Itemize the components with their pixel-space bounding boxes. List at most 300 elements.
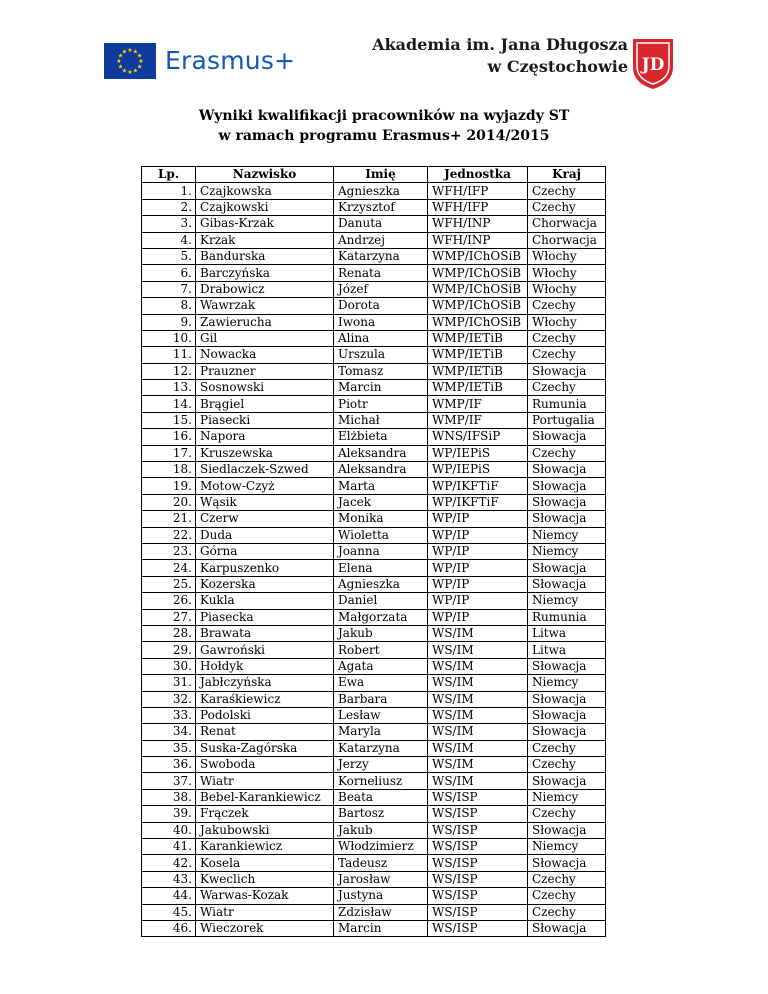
row-unit: WFH/INP: [428, 216, 528, 232]
row-unit: WS/IM: [428, 625, 528, 641]
row-surname: Gawroński: [196, 642, 334, 658]
row-first-name: Ewa: [334, 675, 428, 691]
table-row: [142, 347, 606, 363]
row-country: Słowacja: [528, 511, 606, 527]
row-lp: 46.: [142, 920, 196, 936]
row-unit: WMP/IETiB: [428, 380, 528, 396]
table-row: [142, 593, 606, 609]
row-surname: Czerw: [196, 511, 334, 527]
row-first-name: Michał: [334, 412, 428, 428]
row-country: Litwa: [528, 625, 606, 641]
row-unit: WFH/INP: [428, 232, 528, 248]
table-row: [142, 839, 606, 855]
row-lp: 19.: [142, 478, 196, 494]
table-row: [142, 429, 606, 445]
eu-star-icon: ★: [136, 52, 143, 60]
row-first-name: Jakub: [334, 822, 428, 838]
row-surname: Barczyńska: [196, 265, 334, 281]
row-unit: WMP/IF: [428, 412, 528, 428]
row-first-name: Elżbieta: [334, 429, 428, 445]
eu-star-icon: ★: [121, 48, 128, 56]
row-first-name: Andrzej: [334, 232, 428, 248]
eu-star-icon: ★: [138, 58, 144, 66]
row-country: Czechy: [528, 347, 606, 363]
row-lp: 12.: [142, 363, 196, 379]
row-first-name: Jacek: [334, 494, 428, 510]
row-unit: WMP/IETiB: [428, 347, 528, 363]
row-first-name: Robert: [334, 642, 428, 658]
row-first-name: Dorota: [334, 298, 428, 314]
row-unit: WMP/IChOSiB: [428, 298, 528, 314]
row-first-name: Jakub: [334, 625, 428, 641]
row-unit: WP/IKFTiF: [428, 494, 528, 510]
row-surname: Wiatr: [196, 773, 334, 789]
table-row: [142, 281, 606, 297]
results-table: [141, 166, 606, 937]
row-unit: WMP/IETiB: [428, 363, 528, 379]
header-first-name: Imię: [334, 167, 428, 183]
row-first-name: Agnieszka: [334, 183, 428, 199]
eu-star-icon: ★: [116, 58, 122, 66]
row-unit: WS/ISP: [428, 806, 528, 822]
row-unit: WFH/IFP: [428, 199, 528, 215]
row-country: Słowacja: [528, 576, 606, 592]
row-first-name: Lesław: [334, 707, 428, 723]
row-unit: WS/IM: [428, 642, 528, 658]
row-lp: 44.: [142, 888, 196, 904]
eu-star-icon: ★: [117, 52, 124, 60]
row-country: Czechy: [528, 757, 606, 773]
header-unit: Jednostka: [428, 167, 528, 183]
row-surname: Siedlaczek-Szwed: [196, 462, 334, 478]
row-unit: WS/IM: [428, 757, 528, 773]
row-surname: Górna: [196, 543, 334, 559]
row-unit: WS/IM: [428, 691, 528, 707]
row-first-name: Alina: [334, 330, 428, 346]
row-unit: WP/IKFTiF: [428, 478, 528, 494]
row-surname: Warwas-Kozak: [196, 888, 334, 904]
row-first-name: Marta: [334, 478, 428, 494]
row-first-name: Iwona: [334, 314, 428, 330]
row-lp: 35.: [142, 740, 196, 756]
row-lp: 22.: [142, 527, 196, 543]
row-lp: 29.: [142, 642, 196, 658]
header-surname: Nazwisko: [196, 167, 334, 183]
row-lp: 13.: [142, 380, 196, 396]
table-row: [142, 511, 606, 527]
table-row: [142, 298, 606, 314]
row-first-name: Józef: [334, 281, 428, 297]
row-surname: Karaśkiewicz: [196, 691, 334, 707]
row-country: Czechy: [528, 199, 606, 215]
row-surname: Bandurska: [196, 248, 334, 264]
row-lp: 2.: [142, 199, 196, 215]
row-surname: Nowacka: [196, 347, 334, 363]
row-country: Słowacja: [528, 855, 606, 871]
row-surname: Napora: [196, 429, 334, 445]
row-surname: Motow-Czyż: [196, 478, 334, 494]
row-unit: WP/IP: [428, 527, 528, 543]
table-row: [142, 462, 606, 478]
row-country: Słowacja: [528, 363, 606, 379]
row-country: Czechy: [528, 871, 606, 887]
row-first-name: Daniel: [334, 593, 428, 609]
row-surname: Duda: [196, 527, 334, 543]
row-lp: 27.: [142, 609, 196, 625]
row-country: Czechy: [528, 445, 606, 461]
academy-name-line2: w Częstochowie: [487, 57, 628, 76]
page-header: [0, 0, 768, 110]
row-surname: Bebel-Karankiewicz: [196, 789, 334, 805]
table-row: [142, 920, 606, 936]
row-surname: Wiatr: [196, 904, 334, 920]
row-lp: 8.: [142, 298, 196, 314]
row-unit: WS/ISP: [428, 871, 528, 887]
row-country: Niemcy: [528, 789, 606, 805]
row-country: Czechy: [528, 330, 606, 346]
eu-star-icon: ★: [136, 63, 143, 71]
row-surname: Podolski: [196, 707, 334, 723]
row-surname: Kweclich: [196, 871, 334, 887]
eu-flag-icon: [104, 43, 156, 79]
row-lp: 32.: [142, 691, 196, 707]
row-first-name: Justyna: [334, 888, 428, 904]
row-first-name: Elena: [334, 560, 428, 576]
row-first-name: Włodzimierz: [334, 839, 428, 855]
table-row: [142, 822, 606, 838]
row-unit: WNS/IFSiP: [428, 429, 528, 445]
row-first-name: Marcin: [334, 380, 428, 396]
eu-star-icon: ★: [117, 63, 124, 71]
table-row: [142, 445, 606, 461]
table-row: [142, 478, 606, 494]
row-first-name: Renata: [334, 265, 428, 281]
row-lp: 6.: [142, 265, 196, 281]
row-unit: WS/IM: [428, 724, 528, 740]
row-surname: Gil: [196, 330, 334, 346]
table-row: [142, 199, 606, 215]
table-row: [142, 625, 606, 641]
header-country: Kraj: [528, 167, 606, 183]
row-unit: WS/IM: [428, 773, 528, 789]
row-lp: 43.: [142, 871, 196, 887]
row-first-name: Jarosław: [334, 871, 428, 887]
row-country: Chorwacja: [528, 216, 606, 232]
row-lp: 1.: [142, 183, 196, 199]
row-unit: WS/ISP: [428, 904, 528, 920]
row-lp: 11.: [142, 347, 196, 363]
row-lp: 25.: [142, 576, 196, 592]
row-surname: Czajkowski: [196, 199, 334, 215]
row-country: Rumunia: [528, 609, 606, 625]
row-lp: 20.: [142, 494, 196, 510]
row-unit: WS/ISP: [428, 920, 528, 936]
table-row: [142, 216, 606, 232]
header-lp: Lp.: [142, 167, 196, 183]
row-first-name: Agata: [334, 658, 428, 674]
row-country: Słowacja: [528, 724, 606, 740]
eu-star-icon: ★: [121, 67, 128, 75]
row-country: Rumunia: [528, 396, 606, 412]
row-first-name: Małgorzata: [334, 609, 428, 625]
eu-star-icon: ★: [132, 48, 139, 56]
row-surname: Gibas-Krzak: [196, 216, 334, 232]
row-first-name: Danuta: [334, 216, 428, 232]
row-lp: 31.: [142, 675, 196, 691]
table-row: [142, 789, 606, 805]
row-lp: 18.: [142, 462, 196, 478]
table-row: [142, 773, 606, 789]
row-first-name: Agnieszka: [334, 576, 428, 592]
row-country: Słowacja: [528, 691, 606, 707]
row-unit: WP/IP: [428, 543, 528, 559]
row-country: Słowacja: [528, 462, 606, 478]
eu-star-icon: ★: [127, 47, 133, 55]
row-unit: WMP/IChOSiB: [428, 248, 528, 264]
row-first-name: Zdzisław: [334, 904, 428, 920]
row-first-name: Katarzyna: [334, 740, 428, 756]
row-first-name: Maryla: [334, 724, 428, 740]
row-lp: 36.: [142, 757, 196, 773]
eu-star-icon: ★: [132, 67, 139, 75]
row-country: Czechy: [528, 183, 606, 199]
table-row: [142, 183, 606, 199]
row-lp: 7.: [142, 281, 196, 297]
document-title: [0, 106, 768, 146]
row-country: Czechy: [528, 740, 606, 756]
row-surname: Prauzner: [196, 363, 334, 379]
row-country: Włochy: [528, 314, 606, 330]
row-country: Niemcy: [528, 839, 606, 855]
table-row: [142, 396, 606, 412]
erasmus-logo: [104, 43, 295, 79]
table-row: [142, 412, 606, 428]
row-lp: 40.: [142, 822, 196, 838]
table-row: [142, 658, 606, 674]
row-country: Słowacja: [528, 920, 606, 936]
row-lp: 41.: [142, 839, 196, 855]
row-unit: WFH/IFP: [428, 183, 528, 199]
table-row: [142, 642, 606, 658]
table-row: [142, 494, 606, 510]
row-unit: WS/IM: [428, 707, 528, 723]
row-country: Włochy: [528, 248, 606, 264]
row-surname: Wieczorek: [196, 920, 334, 936]
table-row: [142, 265, 606, 281]
row-unit: WP/IP: [428, 511, 528, 527]
row-unit: WP/IP: [428, 593, 528, 609]
row-first-name: Piotr: [334, 396, 428, 412]
row-country: Słowacja: [528, 707, 606, 723]
row-country: Niemcy: [528, 593, 606, 609]
row-country: Słowacja: [528, 773, 606, 789]
row-surname: Renat: [196, 724, 334, 740]
row-first-name: Beata: [334, 789, 428, 805]
row-unit: WS/ISP: [428, 855, 528, 871]
row-unit: WP/IP: [428, 609, 528, 625]
row-unit: WMP/IETiB: [428, 330, 528, 346]
table-row: [142, 330, 606, 346]
row-first-name: Jerzy: [334, 757, 428, 773]
row-lp: 45.: [142, 904, 196, 920]
academy-name: [372, 34, 628, 78]
table-row: [142, 576, 606, 592]
row-lp: 23.: [142, 543, 196, 559]
row-lp: 42.: [142, 855, 196, 871]
table-row: [142, 232, 606, 248]
row-surname: Czajkowska: [196, 183, 334, 199]
row-first-name: Tadeusz: [334, 855, 428, 871]
row-first-name: Aleksandra: [334, 445, 428, 461]
table-row: [142, 675, 606, 691]
table-row: [142, 855, 606, 871]
row-lp: 33.: [142, 707, 196, 723]
row-lp: 24.: [142, 560, 196, 576]
table-row: [142, 543, 606, 559]
row-country: Czechy: [528, 904, 606, 920]
table-row: [142, 527, 606, 543]
row-unit: WMP/IChOSiB: [428, 281, 528, 297]
table-row: [142, 248, 606, 264]
row-lp: 17.: [142, 445, 196, 461]
row-unit: WS/ISP: [428, 839, 528, 855]
table-row: [142, 380, 606, 396]
table-row: [142, 314, 606, 330]
row-lp: 5.: [142, 248, 196, 264]
table-row: [142, 560, 606, 576]
row-country: Niemcy: [528, 527, 606, 543]
row-surname: Kosela: [196, 855, 334, 871]
row-country: Litwa: [528, 642, 606, 658]
row-surname: Zawierucha: [196, 314, 334, 330]
row-first-name: Wioletta: [334, 527, 428, 543]
row-unit: WS/IM: [428, 675, 528, 691]
row-country: Czechy: [528, 380, 606, 396]
row-country: Czechy: [528, 806, 606, 822]
row-surname: Kukla: [196, 593, 334, 609]
row-lp: 28.: [142, 625, 196, 641]
row-surname: Hołdyk: [196, 658, 334, 674]
row-surname: Wawrzak: [196, 298, 334, 314]
row-lp: 39.: [142, 806, 196, 822]
row-unit: WS/ISP: [428, 888, 528, 904]
row-first-name: Joanna: [334, 543, 428, 559]
row-lp: 21.: [142, 511, 196, 527]
row-first-name: Monika: [334, 511, 428, 527]
row-surname: Piasecki: [196, 412, 334, 428]
row-surname: Suska-Zagórska: [196, 740, 334, 756]
row-surname: Karankiewicz: [196, 839, 334, 855]
row-country: Włochy: [528, 281, 606, 297]
row-unit: WS/ISP: [428, 822, 528, 838]
row-unit: WP/IEPiS: [428, 445, 528, 461]
table-row: [142, 904, 606, 920]
row-surname: Karpuszenko: [196, 560, 334, 576]
row-surname: Drabowicz: [196, 281, 334, 297]
row-country: Czechy: [528, 298, 606, 314]
row-first-name: Aleksandra: [334, 462, 428, 478]
row-lp: 15.: [142, 412, 196, 428]
table-row: [142, 363, 606, 379]
row-lp: 38.: [142, 789, 196, 805]
row-lp: 16.: [142, 429, 196, 445]
row-country: Słowacja: [528, 658, 606, 674]
table-row: [142, 871, 606, 887]
table-row: [142, 691, 606, 707]
row-unit: WS/ISP: [428, 789, 528, 805]
row-lp: 34.: [142, 724, 196, 740]
row-country: Portugalia: [528, 412, 606, 428]
row-unit: WMP/IChOSiB: [428, 314, 528, 330]
table-header-row: [142, 167, 606, 183]
row-surname: Krzak: [196, 232, 334, 248]
row-surname: Brawata: [196, 625, 334, 641]
row-lp: 9.: [142, 314, 196, 330]
row-surname: Frączek: [196, 806, 334, 822]
eu-star-icon: ★: [127, 69, 133, 77]
row-country: Czechy: [528, 888, 606, 904]
title-line2: w ramach programu Erasmus+ 2014/2015: [218, 128, 550, 144]
erasmus-wordmark: Erasmus+: [165, 46, 296, 75]
university-crest-icon: [631, 37, 675, 91]
row-lp: 37.: [142, 773, 196, 789]
row-unit: WP/IEPiS: [428, 462, 528, 478]
row-first-name: Katarzyna: [334, 248, 428, 264]
row-country: Słowacja: [528, 560, 606, 576]
row-first-name: Tomasz: [334, 363, 428, 379]
row-country: Słowacja: [528, 494, 606, 510]
row-country: Słowacja: [528, 429, 606, 445]
row-surname: Jabłczyńska: [196, 675, 334, 691]
row-surname: Kozerska: [196, 576, 334, 592]
row-surname: Sosnowski: [196, 380, 334, 396]
row-surname: Jakubowski: [196, 822, 334, 838]
row-unit: WMP/IF: [428, 396, 528, 412]
row-first-name: Krzysztof: [334, 199, 428, 215]
table-row: [142, 740, 606, 756]
table-row: [142, 724, 606, 740]
row-country: Niemcy: [528, 675, 606, 691]
row-unit: WS/IM: [428, 740, 528, 756]
row-unit: WS/IM: [428, 658, 528, 674]
row-lp: 30.: [142, 658, 196, 674]
table-row: [142, 609, 606, 625]
row-first-name: Bartosz: [334, 806, 428, 822]
row-country: Słowacja: [528, 478, 606, 494]
row-first-name: Barbara: [334, 691, 428, 707]
table-row: [142, 888, 606, 904]
row-surname: Brągiel: [196, 396, 334, 412]
row-first-name: Korneliusz: [334, 773, 428, 789]
row-first-name: Marcin: [334, 920, 428, 936]
row-lp: 10.: [142, 330, 196, 346]
row-unit: WMP/IChOSiB: [428, 265, 528, 281]
row-surname: Piasecka: [196, 609, 334, 625]
row-lp: 26.: [142, 593, 196, 609]
row-lp: 14.: [142, 396, 196, 412]
row-country: Włochy: [528, 265, 606, 281]
table-row: [142, 757, 606, 773]
row-surname: Wąsik: [196, 494, 334, 510]
row-lp: 4.: [142, 232, 196, 248]
row-country: Chorwacja: [528, 232, 606, 248]
table-row: [142, 806, 606, 822]
row-surname: Kruszewska: [196, 445, 334, 461]
crest-letters: JD: [641, 55, 665, 75]
row-country: Słowacja: [528, 822, 606, 838]
academy-name-line1: Akademia im. Jana Długosza: [372, 35, 628, 54]
row-lp: 3.: [142, 216, 196, 232]
